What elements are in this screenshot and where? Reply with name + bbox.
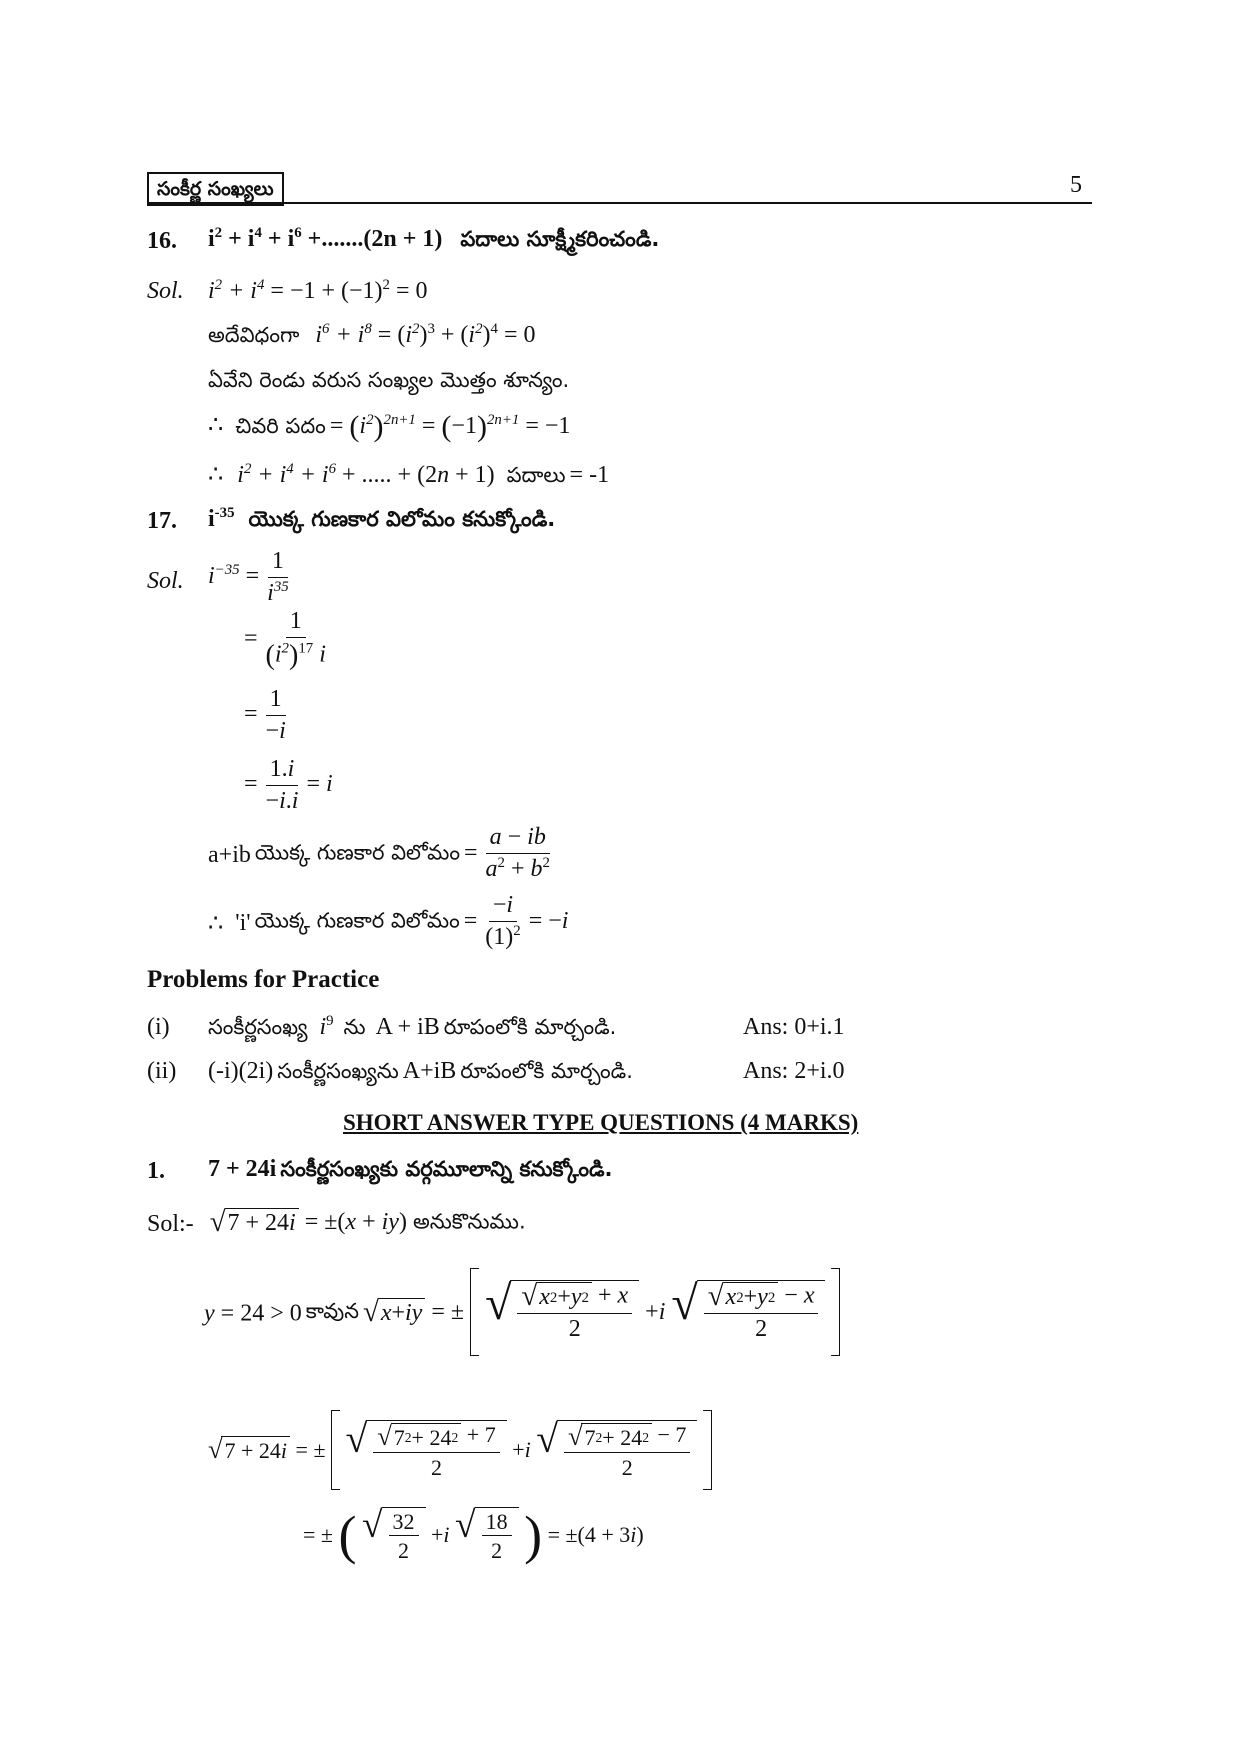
q16-result: = -1 xyxy=(569,462,610,488)
practice-item-1-label: (i) xyxy=(147,1014,170,1040)
page-number: 5 xyxy=(1070,172,1082,198)
q16-terms: పదాలు xyxy=(506,463,566,487)
practice-item-1-text-c: రూపంలోకి మార్చండి. xyxy=(443,1015,617,1039)
sa-q1-substitution: √ 7 + 24 i = ± √ √ 7 2 + 24 2 + 7 2 +i √ √ 7 2 + 24 2 − 7 2 xyxy=(208,1410,712,1490)
q16-question-text: పదాలు సూక్ష్మీకరించండి. xyxy=(460,227,660,251)
practice-item-1-answer: Ans: 0+i.1 xyxy=(743,1014,845,1040)
short-answer-heading: SHORT ANSWER TYPE QUESTIONS (4 MARKS) xyxy=(343,1110,859,1135)
q16-similarly: అదేవిధంగా xyxy=(208,323,300,347)
practice-heading: Problems for Practice xyxy=(147,966,380,993)
q16-last-term: చివరి పదం xyxy=(235,413,326,438)
practice-item-2-answer: Ans: 2+i.0 xyxy=(743,1058,845,1084)
sa-q1-question xyxy=(208,1156,612,1187)
sa-q1-assume: అనుకొనుము. xyxy=(412,1209,526,1234)
practice-item-1: సంకీర్ణసంఖ్య $i^9$ ను A + iB రూపంలోకి మార్చండి. xyxy=(208,1013,617,1040)
sa-q1-sol-line: Sol:- √ 7 + 24 i = ±(x + iy) అనుకొనుము. xyxy=(147,1206,526,1238)
q16-question: $i^2 + i^4 + i^6 +.......(2n + 1)$ పదాలు సూక్ష్మీకరించండి. xyxy=(208,225,660,252)
q17-step3: = $\frac{1}{-i}$ xyxy=(244,686,286,744)
q16-line4: ∴ చివరి పదం = $(i^2)^{2n+1} = (-1)^{2n+1} = -1$ xyxy=(208,410,571,443)
sa-q1-sol-label: Sol:- xyxy=(147,1210,194,1237)
q17-step2: = $\frac{1}{(i^2)^{17} i}$ xyxy=(244,608,326,671)
q17-inverse-text-1: యొక్క గుణకార విలోమం xyxy=(254,840,460,865)
q16-line5: ∴ $i^2 + i^4 + i^6$ + ..... + (2n + 1) పదాలు = -1 xyxy=(208,461,610,488)
q16-statement: ఏవేని రెండు వరుస సంఖ్యల మొత్తం శూన్యం. xyxy=(208,368,570,392)
sa-q1-result: = ± ( √ $\frac{32}{2}$ +i √ $\frac{18}{2}$ ) = ±(4 + 3i) xyxy=(303,1504,644,1565)
q17-number: 17. xyxy=(147,508,177,534)
practice-item-2-form: A+iB xyxy=(402,1058,457,1084)
q17-step4: = $\frac{1.i}{-i.i}$ = i xyxy=(244,756,333,814)
q17-sol-label: Sol. xyxy=(147,568,184,594)
q17-question: $i^{-35}$ యొక్క గుణకార విలోమం కనుక్కోండి. xyxy=(208,505,556,532)
q17-i-quoted: 'i' xyxy=(235,909,251,936)
q17-question-text: యొక్క గుణకార విలోమం కనుక్కోండి. xyxy=(248,507,556,531)
q17-inverse-formula: a+ib యొక్క గుణకార విలోమం = $\frac{a - ib}{a^2 + b^2}$ xyxy=(208,824,550,882)
sa-q1-number: 1. xyxy=(147,1158,165,1184)
q17-inverse-i: ∴ 'i' యొక్క గుణకార విలోమం = $\frac{-i}{(1)^2}$ = −i xyxy=(208,892,569,950)
q17-apb: a+ib xyxy=(208,841,251,868)
chapter-title: సంకీర్ణ సంఖ్యలు xyxy=(157,178,274,200)
practice-item-2-text-a: సంకీర్ణసంఖ్యను xyxy=(277,1059,399,1083)
practice-item-2 xyxy=(208,1058,633,1089)
q16-line1: $i^2 + i^4 = -1 + (-1)^2 = 0$ xyxy=(208,277,428,304)
practice-item-2-text-c: రూపంలోకి మార్చండి. xyxy=(460,1059,633,1083)
q17-inverse-text-2: యొక్క గుణకార విలోమం xyxy=(254,908,460,933)
practice-item-2-expr: (-i)(2i) xyxy=(208,1058,274,1084)
sa-q1-question-text: సంకీర్ణసంఖ్యకు వర్గమూలాన్ని కనుక్కోండి. xyxy=(280,1157,613,1181)
chapter-title-box xyxy=(147,172,284,206)
practice-item-1-text-a: సంకీర్ణసంఖ్య xyxy=(208,1015,308,1039)
q16-number: 16. xyxy=(147,228,177,254)
practice-item-1-form: A + iB xyxy=(375,1014,440,1040)
practice-item-2-label: (ii) xyxy=(147,1058,177,1084)
sa-q1-formula: y = 24 > 0 కావున √ x + iy = ± √ √ x 2 + y 2 + x 2 +i √ √ x 2 + y 2 − x 2 xyxy=(204,1268,840,1356)
q16-line2: అదేవిధంగా $i^6 + i^8 = (i^2)^3 + (i^2)^4 = 0$ xyxy=(208,321,536,348)
q16-sol-label: Sol. xyxy=(147,278,184,304)
header-rule xyxy=(147,202,1092,204)
q17-step1: $i^{-35}$ = $\frac{1}{i^{35}}$ xyxy=(208,548,289,606)
sa-q1-expr: 7 + 24i xyxy=(208,1156,277,1182)
sa-q1-since: కావున xyxy=(305,1298,359,1323)
practice-item-1-text-b: ను xyxy=(343,1015,366,1039)
